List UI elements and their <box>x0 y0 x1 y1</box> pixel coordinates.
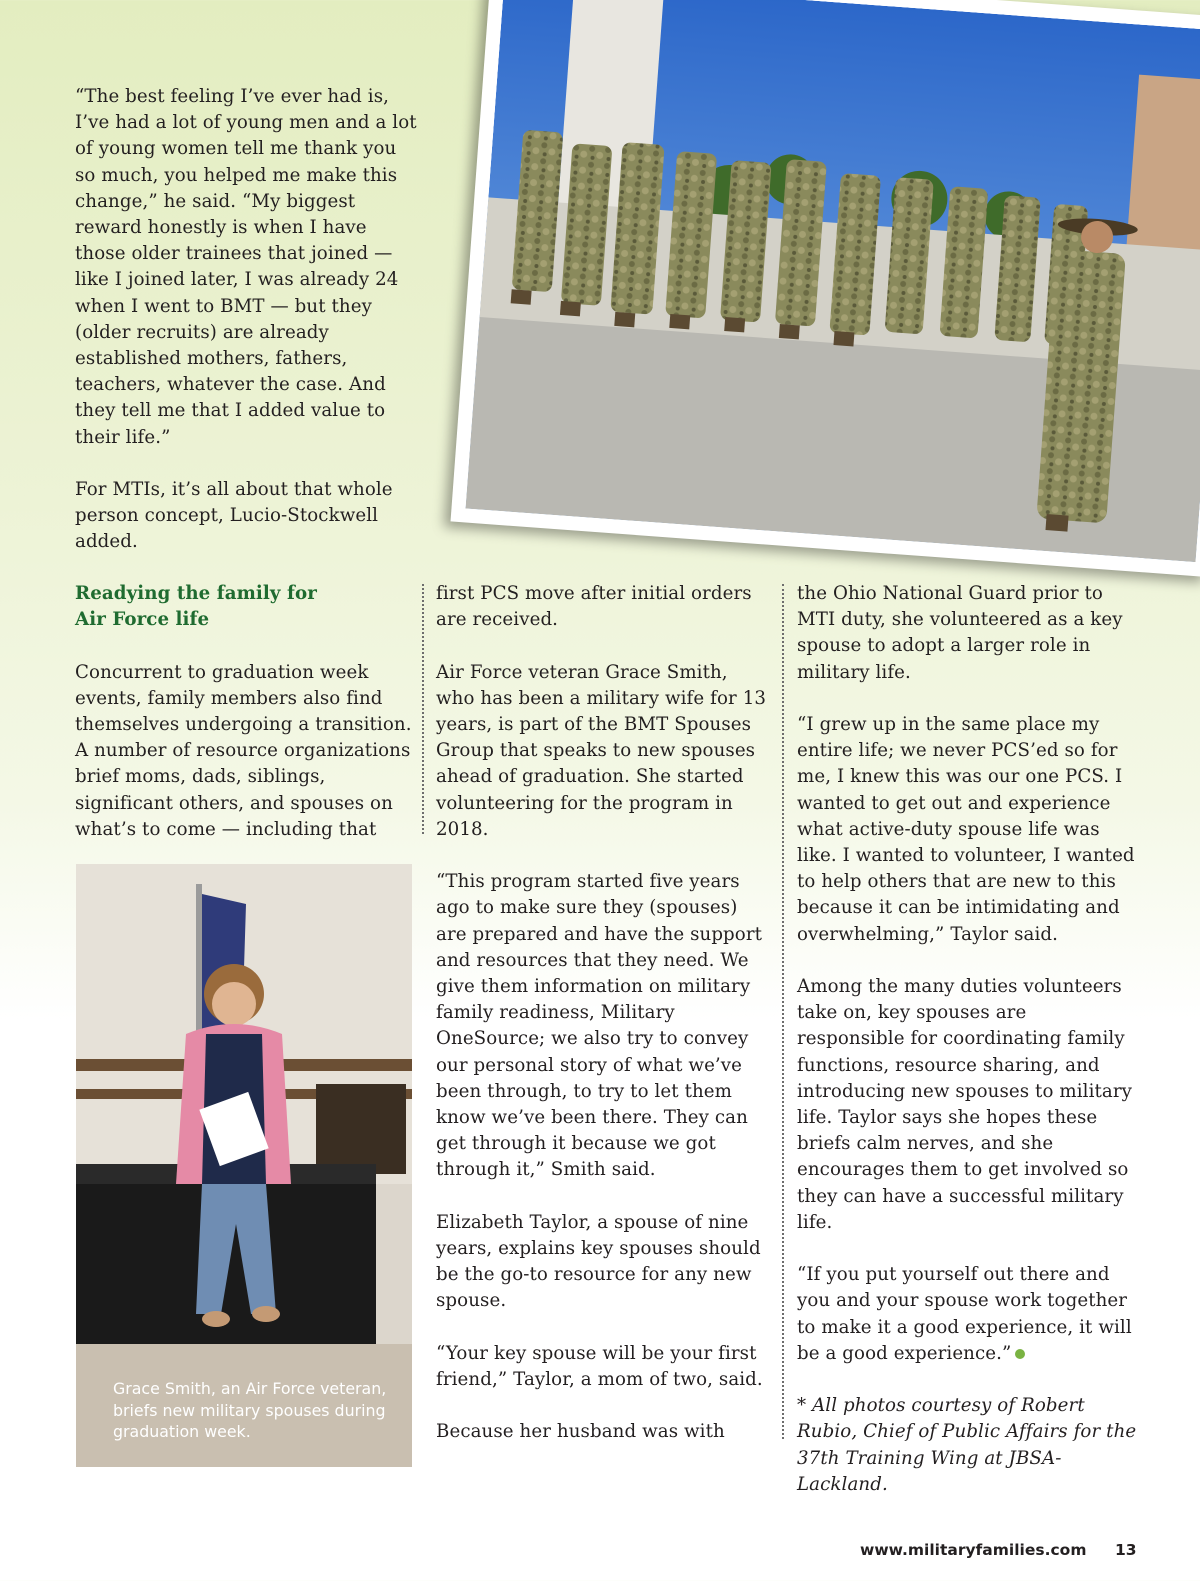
col2-paragraph-2: Air Force veteran Grace Smith, who has been a military wife for 13 years, is part of the BMT Spouses Group that speaks to new spouses ahead of graduation. She started volunteering for the program in 2018. <box>436 661 767 840</box>
mti-paragraph: For MTIs, it’s all about that whole person concept, Lucio-Stockwell added. <box>75 479 393 553</box>
col3-paragraph-4 <box>797 1262 1137 1367</box>
col3-paragraph-3: Among the many duties volunteers take on, key spouses are responsible for coordinating family functions, resource sharing, and introducing new spouses to military life. Taylor says she hopes these briefs calm nerves, and she encourages them to get involved so they can have a successful military life. <box>797 976 1133 1233</box>
article-column-2 <box>436 581 771 1446</box>
col2-paragraph-3: “This program started five years ago to make sure they (spouses) are prepared and have the support and resources that they need. We give them information on military family readiness, Military OneSource; we also try to convey our personal story of what we’ve been through, to try to let them know we’ve been there. They can get through it because we got through it,” Smith said. <box>436 871 763 1181</box>
col2-paragraph-6: Because her husband was with <box>436 1421 725 1443</box>
article-column-3 <box>797 581 1137 1498</box>
column-divider-left <box>422 584 424 834</box>
closing-quote: “If you put yourself out there and you and your spouse work together to make it a good experience, it will be a good experience.” <box>797 1264 1132 1364</box>
section-heading-line2: Air Force life <box>75 609 210 631</box>
col2-paragraph-4: Elizabeth Taylor, a spouse of nine years, explains key spouses should be the go-to resource for any new spouse. <box>436 1211 761 1312</box>
col2-paragraph-1: first PCS move after initial orders are received. <box>436 583 752 631</box>
quote-column <box>75 84 420 556</box>
quote-paragraph: “The best feeling I’ve ever had is, I’ve had a lot of young men and a lot of young women tell me thank you so much, you helped me make this change,” he said. “My biggest reward honestly is when I have those older trainees that joined — like I joined later, I was already 24 when I went to BMT — but they (older recruits) are already established mothers, fathers, teachers, whatever the case. And they tell me that I added value to their life.” <box>75 86 417 448</box>
column-divider-right <box>782 584 784 1439</box>
article-column-1 <box>75 581 413 843</box>
page-number: 13 <box>1115 1541 1137 1559</box>
grace-smith-image <box>76 864 412 1467</box>
photo-credit: * All photos courtesy of Robert Rubio, Chief of Public Affairs for the 37th Training Wing at JBSA-Lackland. <box>797 1395 1137 1495</box>
section-heading <box>75 581 413 633</box>
marching-trainees-image <box>466 0 1200 562</box>
photo-caption: Grace Smith, an Air Force veteran, briefs new military spouses during graduation week. <box>113 1379 387 1441</box>
col2-paragraph-5: “Your key spouse will be your first friend,” Taylor, a mom of two, said. <box>436 1342 763 1391</box>
end-of-article-dot-icon <box>1015 1349 1025 1359</box>
marching-trainees-photo <box>451 0 1200 577</box>
col3-paragraph-2: “I grew up in the same place my entire life; we never PCS’ed so for me, I knew this was our one PCS. I wanted to get out and experience what active-duty spouse life was like. I wanted to volunteer, I wanted to help others that are new to this because it can be intimidating and overwhelming,” Taylor said. <box>797 714 1135 945</box>
col3-paragraph-1: the Ohio National Guard prior to MTI duty, she volunteered as a key spouse to adopt a larger role in military life. <box>797 583 1123 683</box>
grace-smith-photo <box>76 864 412 1467</box>
col1-paragraph: Concurrent to graduation week events, family members also find themselves undergoing a transition. A number of resource organizations brief moms, dads, siblings, significant others, and spouses on what’s to come — including that <box>75 661 412 840</box>
website-link[interactable]: www.militaryfamilies.com <box>860 1541 1087 1559</box>
section-heading-line1: Readying the family for <box>75 583 317 604</box>
